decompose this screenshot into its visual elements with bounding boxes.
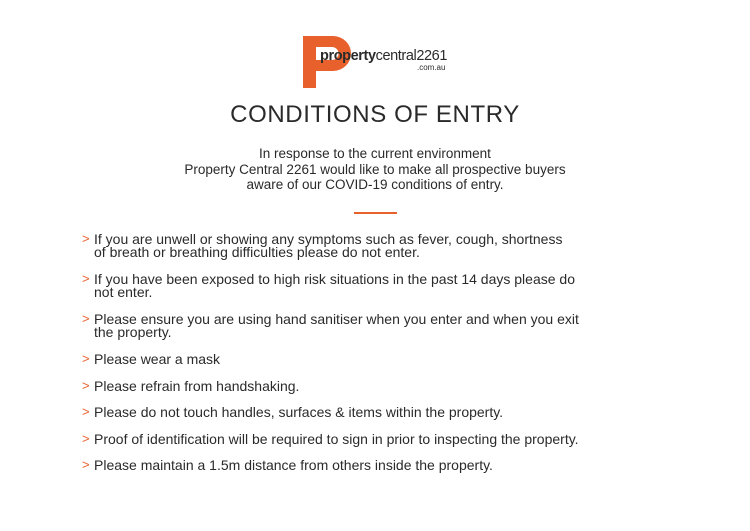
chevron-right-icon: > (82, 377, 90, 393)
chevron-right-icon: > (82, 231, 90, 246)
chevron-right-icon: > (82, 457, 90, 472)
condition-text: Please maintain a 1.5m distance from others inside the property. (94, 457, 493, 473)
brand-domain: .com.au (417, 63, 446, 72)
chevron-right-icon: > (82, 404, 90, 419)
accent-divider (354, 212, 397, 214)
intro-line: aware of our COVID-19 conditions of entry. (246, 177, 504, 192)
condition-item (82, 430, 722, 447)
chevron-right-icon: > (82, 311, 90, 326)
condition-text: Please ensure you are using hand sanitiser when you enter and when you exit (94, 311, 579, 327)
condition-item (82, 459, 722, 472)
condition-text: Please wear a mask (94, 351, 221, 367)
intro-text (0, 146, 750, 193)
condition-item (82, 313, 722, 338)
intro-line: In response to the current environment (259, 146, 491, 161)
condition-text: If you are unwell or showing any symptoms such as fever, cough, shortness (94, 231, 563, 247)
conditions-list (82, 233, 722, 472)
condition-text: the property. (94, 323, 172, 340)
brand-name-light: central2261 (375, 48, 448, 64)
brand-name (320, 49, 447, 64)
condition-item (82, 353, 722, 366)
condition-text: of breath or breathing difficulties please do not enter. (94, 243, 420, 260)
chevron-right-icon: > (82, 430, 90, 446)
condition-text: Please refrain from handshaking. (94, 377, 300, 394)
condition-text: Proof of identification will be required to sign in prior to inspecting the property. (94, 430, 579, 447)
condition-text: If you have been exposed to high risk situations in the past 14 days please do (94, 271, 575, 287)
condition-item (82, 233, 722, 258)
condition-item (82, 406, 722, 419)
condition-item (82, 377, 722, 394)
condition-text: not enter. (94, 283, 153, 300)
condition-text: Please do not touch handles, surfaces & items within the property. (94, 404, 504, 420)
condition-item (82, 273, 722, 298)
brand-name-bold: property (320, 48, 376, 64)
chevron-right-icon: > (82, 351, 90, 366)
chevron-right-icon: > (82, 271, 90, 286)
brand-logo (303, 36, 453, 88)
intro-line: Property Central 2261 would like to make all prospective buyers (184, 161, 566, 177)
page-title: CONDITIONS OF ENTRY (230, 101, 520, 128)
